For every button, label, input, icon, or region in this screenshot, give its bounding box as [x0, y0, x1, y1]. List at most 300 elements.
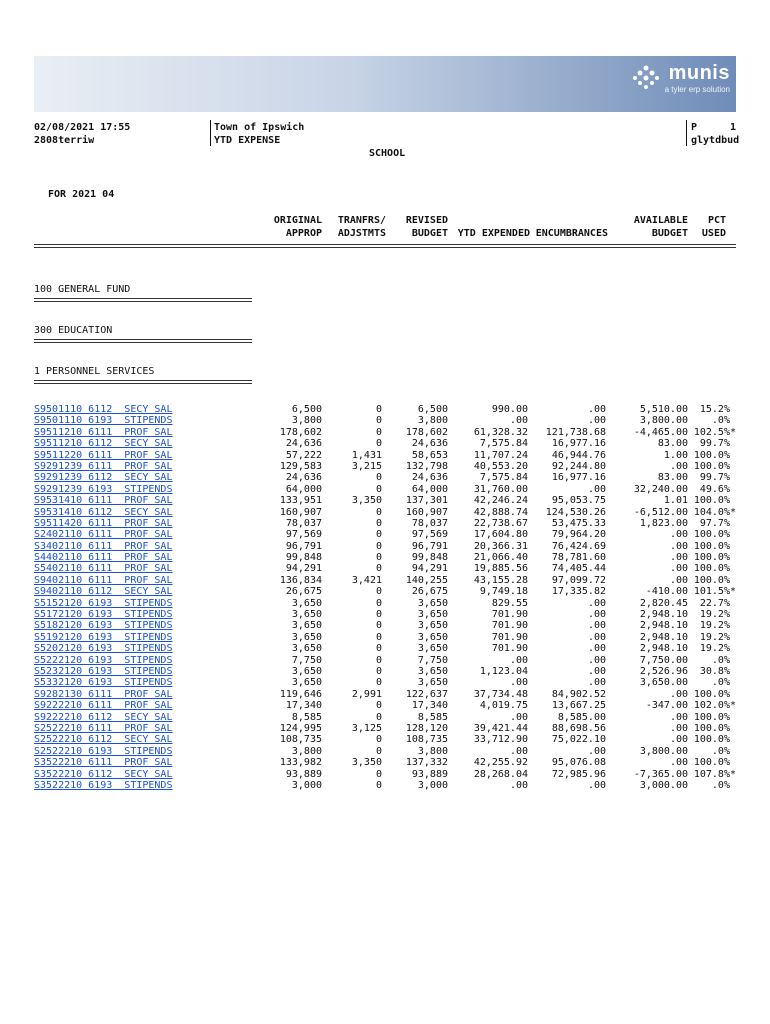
tranfrs-adjstmts: 3,125: [351, 722, 382, 734]
encumbrances: .00: [587, 654, 606, 666]
encumbrances: 78,781.60: [551, 552, 606, 564]
tranfrs-adjstmts: 3,215: [351, 460, 382, 472]
table-row: [34, 746, 736, 757]
original-approp: 3,650: [291, 620, 322, 632]
available-budget: 2,948.10: [639, 631, 688, 643]
table-row: [34, 712, 736, 723]
account-link[interactable]: S5332120 6193 STIPENDS: [34, 677, 173, 689]
pct-used: 100.0%: [693, 449, 736, 461]
pct-used: 102.0%*: [693, 700, 736, 712]
pct-used: .0%: [711, 745, 736, 757]
tranfrs-adjstmts: 0: [375, 745, 382, 757]
available-budget: 1.01: [663, 495, 688, 507]
revised-budget: 140,255: [405, 574, 448, 586]
revised-budget: 3,650: [417, 597, 448, 609]
original-approp: 3,650: [291, 631, 322, 643]
ytd-expended: 21,066.40: [473, 552, 528, 564]
table-row: [34, 484, 736, 495]
ytd-expended: .00: [509, 711, 528, 723]
tranfrs-adjstmts: 0: [375, 711, 382, 723]
encumbrances: .00: [587, 483, 606, 495]
fund-heading: 100 GENERAL FUND: [34, 284, 131, 295]
original-approp: 133,951: [279, 495, 322, 507]
report-datetime: 02/08/2021 17:55: [34, 122, 131, 133]
pct-used: .0%: [711, 415, 736, 427]
original-approp: 119,646: [279, 688, 322, 700]
revised-budget: 178,602: [405, 426, 448, 438]
encumbrances: 13,667.25: [551, 700, 606, 712]
pct-used: 100.0%: [693, 563, 736, 575]
pct-used: 100.0%: [693, 574, 736, 586]
department-name: SCHOOL: [369, 148, 406, 159]
account-link[interactable]: S9291239 6193 STIPENDS: [34, 483, 173, 495]
revised-budget: 99,848: [411, 552, 448, 564]
revised-budget: 64,000: [411, 483, 448, 495]
encumbrances: 92,244.80: [551, 460, 606, 472]
table-row: [34, 632, 736, 643]
table-row: [34, 495, 736, 506]
available-budget: 5,510.00: [639, 404, 688, 415]
encumbrances: 74,405.44: [551, 563, 606, 575]
ytd-expended: 701.90: [491, 631, 528, 643]
ytd-expended: 9,749.18: [479, 586, 528, 598]
account-link[interactable]: S9291239 6112 SECY SAL: [34, 472, 173, 484]
revised-budget: 24,636: [411, 472, 448, 484]
encumbrances: 88,698.56: [551, 722, 606, 734]
revised-budget: 94,291: [411, 563, 448, 575]
encumbrances: .00: [587, 609, 606, 621]
pct-used: 100.0%: [693, 734, 736, 746]
available-budget: 2,526.96: [639, 665, 688, 677]
tranfrs-adjstmts: 0: [375, 552, 382, 564]
revised-budget: 137,301: [405, 495, 448, 507]
ytd-expended: 28,268.04: [473, 768, 528, 780]
ytd-expended: 7,575.84: [479, 438, 528, 450]
original-approp: 6,500: [291, 404, 322, 415]
available-budget: -410.00: [645, 586, 688, 598]
available-budget: 3,650.00: [639, 677, 688, 689]
expense-table: [34, 404, 736, 791]
encumbrances: 76,424.69: [551, 540, 606, 552]
ytd-expended: 4,019.75: [479, 700, 528, 712]
table-row: [34, 757, 736, 768]
available-budget: .00: [669, 540, 688, 552]
ytd-expended: 37,734.48: [473, 688, 528, 700]
account-link[interactable]: S9501110 6193 STIPENDS: [34, 415, 173, 427]
account-link[interactable]: S2522210 6112 SECY SAL: [34, 734, 173, 746]
encumbrances: 75,022.10: [551, 734, 606, 746]
revised-budget: 132,798: [405, 460, 448, 472]
revised-budget: 26,675: [411, 586, 448, 598]
account-link[interactable]: S9511210 6112 SECY SAL: [34, 438, 173, 450]
encumbrances: 8,585.00: [557, 711, 606, 723]
account-link[interactable]: S5402110 6111 PROF SAL: [34, 563, 173, 575]
original-approp: 136,834: [279, 574, 322, 586]
pct-used: 100.0%: [693, 552, 736, 564]
account-link[interactable]: S3522210 6111 PROF SAL: [34, 757, 173, 769]
header-divider-left: [210, 120, 211, 146]
available-budget: .00: [669, 552, 688, 564]
tranfrs-adjstmts: 0: [375, 540, 382, 552]
page-label: P: [691, 122, 698, 133]
pct-used: 107.8%*: [693, 768, 736, 780]
pct-used: 100.0%: [693, 460, 736, 472]
tranfrs-adjstmts: 0: [375, 438, 382, 450]
category-heading: 1 PERSONNEL SERVICES: [34, 366, 155, 377]
tranfrs-adjstmts: 0: [375, 517, 382, 529]
ytd-expended: 829.55: [491, 597, 528, 609]
account-link[interactable]: S9511210 6111 PROF SAL: [34, 426, 173, 438]
ytd-expended: 61,328.32: [473, 426, 528, 438]
original-approp: 3,650: [291, 597, 322, 609]
revised-budget: 137,332: [405, 757, 448, 769]
ytd-expended: 42,888.74: [473, 506, 528, 518]
encumbrances: .00: [587, 404, 606, 415]
original-approp: 129,583: [279, 460, 322, 472]
logo-word: munis: [668, 62, 730, 84]
pct-used: 104.0%*: [693, 506, 736, 518]
tranfrs-adjstmts: 0: [375, 620, 382, 632]
page-number: 1: [729, 122, 736, 133]
encumbrances: .00: [587, 779, 606, 791]
table-row: [34, 598, 736, 609]
original-approp: 124,995: [279, 722, 322, 734]
account-link[interactable]: S3522210 6193 STIPENDS: [34, 779, 173, 791]
account-link[interactable]: S5232120 6193 STIPENDS: [34, 665, 173, 677]
tranfrs-adjstmts: 0: [375, 700, 382, 712]
original-approp: 3,650: [291, 677, 322, 689]
revised-budget: 96,791: [411, 540, 448, 552]
original-approp: 3,650: [291, 665, 322, 677]
table-row: [34, 472, 736, 483]
ytd-expended: 17,604.80: [473, 529, 528, 541]
pct-used: 100.0%: [693, 495, 736, 507]
account-link[interactable]: S9501110 6112 SECY SAL: [34, 404, 173, 415]
tranfrs-adjstmts: 0: [375, 586, 382, 598]
ytd-expended: 20,366.31: [473, 540, 528, 552]
table-row: [34, 404, 736, 415]
report-banner: [34, 56, 736, 112]
original-approp: 24,636: [285, 472, 322, 484]
munis-logo: [665, 62, 730, 94]
available-budget: 1.00: [663, 449, 688, 461]
col-available-budget: AVAILABLE BUDGET: [633, 215, 688, 239]
encumbrances: 16,977.16: [551, 438, 606, 450]
tranfrs-adjstmts: 3,421: [351, 574, 382, 586]
ytd-expended: 39,421.44: [473, 722, 528, 734]
account-link[interactable]: S5182120 6193 STIPENDS: [34, 620, 173, 632]
tranfrs-adjstmts: 0: [375, 734, 382, 746]
tranfrs-adjstmts: 0: [375, 506, 382, 518]
original-approp: 3,000: [291, 779, 322, 791]
encumbrances: .00: [587, 620, 606, 632]
table-row: [34, 450, 736, 461]
original-approp: 160,907: [279, 506, 322, 518]
available-budget: 83.00: [657, 472, 688, 484]
tranfrs-adjstmts: 0: [375, 631, 382, 643]
available-budget: -4,465.00: [633, 426, 688, 438]
table-row: [34, 552, 736, 563]
original-approp: 26,675: [285, 586, 322, 598]
revised-budget: 3,650: [417, 665, 448, 677]
table-row: [34, 529, 736, 540]
pct-used: 19.2%: [699, 609, 736, 621]
function-rule: [34, 339, 252, 343]
available-budget: 3,800.00: [639, 745, 688, 757]
tranfrs-adjstmts: 3,350: [351, 757, 382, 769]
account-link[interactable]: S9511420 6111 PROF SAL: [34, 517, 173, 529]
account-link[interactable]: S9402110 6111 PROF SAL: [34, 574, 173, 586]
pct-used: .0%: [711, 677, 736, 689]
revised-budget: 58,653: [411, 449, 448, 461]
table-row: [34, 427, 736, 438]
revised-budget: 3,650: [417, 643, 448, 655]
report-user: 2808terriw: [34, 135, 95, 146]
ytd-expended: 31,760.00: [473, 483, 528, 495]
table-row: [34, 518, 736, 529]
encumbrances: 79,964.20: [551, 529, 606, 541]
revised-budget: 122,637: [405, 688, 448, 700]
original-approp: 93,889: [285, 768, 322, 780]
pct-used: 99.7%: [699, 438, 736, 450]
tranfrs-adjstmts: 0: [375, 654, 382, 666]
col-tranfrs-adjstmts: TRANFRS/ ADJSTMTS: [337, 215, 386, 239]
tranfrs-adjstmts: 0: [375, 426, 382, 438]
account-link[interactable]: S5172120 6193 STIPENDS: [34, 609, 173, 621]
available-budget: .00: [669, 757, 688, 769]
account-link[interactable]: S2522210 6111 PROF SAL: [34, 722, 173, 734]
original-approp: 17,340: [285, 700, 322, 712]
table-row: [34, 734, 736, 745]
original-approp: 108,735: [279, 734, 322, 746]
available-budget: .00: [669, 711, 688, 723]
original-approp: 94,291: [285, 563, 322, 575]
ytd-expended: 42,246.24: [473, 495, 528, 507]
available-budget: -347.00: [645, 700, 688, 712]
pct-used: .0%: [711, 654, 736, 666]
account-link[interactable]: S9531410 6111 PROF SAL: [34, 495, 173, 507]
account-link[interactable]: S2522210 6193 STIPENDS: [34, 745, 173, 757]
available-budget: 2,820.45: [639, 597, 688, 609]
pct-used: 97.7%: [699, 517, 736, 529]
tranfrs-adjstmts: 0: [375, 472, 382, 484]
ytd-expended: 990.00: [491, 404, 528, 415]
original-approp: 78,037: [285, 517, 322, 529]
encumbrances: .00: [587, 665, 606, 677]
table-row: [34, 438, 736, 449]
tranfrs-adjstmts: 0: [375, 563, 382, 575]
tranfrs-adjstmts: 0: [375, 768, 382, 780]
revised-budget: 8,585: [417, 711, 448, 723]
pct-used: 19.2%: [699, 620, 736, 632]
original-approp: 133,982: [279, 757, 322, 769]
table-row: [34, 609, 736, 620]
tranfrs-adjstmts: 0: [375, 529, 382, 541]
table-row: [34, 586, 736, 597]
pct-used: 100.0%: [693, 722, 736, 734]
available-budget: .00: [669, 460, 688, 472]
revised-budget: 3,650: [417, 631, 448, 643]
revised-budget: 3,650: [417, 677, 448, 689]
available-budget: 32,240.00: [633, 483, 688, 495]
pct-used: 19.2%: [699, 643, 736, 655]
original-approp: 64,000: [285, 483, 322, 495]
ytd-expended: 42,255.92: [473, 757, 528, 769]
encumbrances: 46,944.76: [551, 449, 606, 461]
original-approp: 178,602: [279, 426, 322, 438]
encumbrances: 97,099.72: [551, 574, 606, 586]
pct-used: 100.0%: [693, 711, 736, 723]
ytd-expended: 701.90: [491, 620, 528, 632]
available-budget: 2,948.10: [639, 643, 688, 655]
encumbrances: 84,902.52: [551, 688, 606, 700]
ytd-expended: 1,123.04: [479, 665, 528, 677]
table-row: [34, 575, 736, 586]
ytd-expended: 40,553.20: [473, 460, 528, 472]
table-row: [34, 723, 736, 734]
encumbrances: .00: [587, 643, 606, 655]
logo-tagline: a tyler erp solution: [664, 85, 730, 94]
ytd-expended: .00: [509, 677, 528, 689]
available-budget: 2,948.10: [639, 609, 688, 621]
revised-budget: 108,735: [405, 734, 448, 746]
account-link[interactable]: S9402110 6112 SECY SAL: [34, 586, 173, 598]
tranfrs-adjstmts: 3,350: [351, 495, 382, 507]
account-link[interactable]: S5152120 6193 STIPENDS: [34, 597, 173, 609]
ytd-expended: 11,707.24: [473, 449, 528, 461]
ytd-expended: .00: [509, 745, 528, 757]
revised-budget: 128,120: [405, 722, 448, 734]
period-label: FOR 2021 04: [48, 189, 115, 200]
encumbrances: .00: [587, 415, 606, 427]
available-budget: .00: [669, 563, 688, 575]
table-row: [34, 643, 736, 654]
ytd-expended: 19,885.56: [473, 563, 528, 575]
tranfrs-adjstmts: 0: [375, 483, 382, 495]
col-revised-budget: REVISED BUDGET: [405, 215, 448, 239]
original-approp: 99,848: [285, 552, 322, 564]
encumbrances: .00: [587, 631, 606, 643]
pct-used: 100.0%: [693, 540, 736, 552]
table-row: [34, 780, 736, 791]
encumbrances: .00: [587, 677, 606, 689]
table-row: [34, 655, 736, 666]
function-heading: 300 EDUCATION: [34, 325, 113, 336]
encumbrances: 124,530.26: [545, 506, 606, 518]
col-ytd-expended: YTD EXPENDED: [457, 228, 530, 239]
revised-budget: 17,340: [411, 700, 448, 712]
original-approp: 97,569: [285, 529, 322, 541]
available-budget: 7,750.00: [639, 654, 688, 666]
fund-rule: [34, 298, 252, 302]
available-budget: 3,000.00: [639, 779, 688, 791]
available-budget: -7,365.00: [633, 768, 688, 780]
pct-used: 101.5%*: [693, 586, 736, 598]
ytd-expended: .00: [509, 415, 528, 427]
account-link[interactable]: S2402110 6111 PROF SAL: [34, 529, 173, 541]
ytd-expended: 43,155.28: [473, 574, 528, 586]
category-rule: [34, 380, 252, 384]
available-budget: .00: [669, 722, 688, 734]
original-approp: 3,650: [291, 643, 322, 655]
table-row: [34, 700, 736, 711]
table-row: [34, 541, 736, 552]
tranfrs-adjstmts: 0: [375, 415, 382, 427]
tranfrs-adjstmts: 0: [375, 665, 382, 677]
original-approp: 96,791: [285, 540, 322, 552]
col-original-approp: ORIGINAL APPROP: [273, 215, 322, 239]
ytd-expended: 22,738.67: [473, 517, 528, 529]
account-link[interactable]: S9291239 6111 PROF SAL: [34, 460, 173, 472]
pct-used: 102.5%*: [693, 426, 736, 438]
tranfrs-adjstmts: 0: [375, 597, 382, 609]
revised-budget: 97,569: [411, 529, 448, 541]
revised-budget: 3,800: [417, 415, 448, 427]
ytd-expended: 7,575.84: [479, 472, 528, 484]
available-budget: 1,823.00: [639, 517, 688, 529]
account-link[interactable]: S9222210 6111 PROF SAL: [34, 700, 173, 712]
account-link[interactable]: S3522210 6112 SECY SAL: [34, 768, 173, 780]
available-budget: 2,948.10: [639, 620, 688, 632]
encumbrances: .00: [587, 745, 606, 757]
revised-budget: 3,800: [417, 745, 448, 757]
pct-used: 15.2%: [699, 404, 736, 415]
table-row: [34, 415, 736, 426]
original-approp: 3,800: [291, 415, 322, 427]
ytd-expended: 701.90: [491, 643, 528, 655]
account-link[interactable]: S9511220 6111 PROF SAL: [34, 449, 173, 461]
account-link[interactable]: S9531410 6112 SECY SAL: [34, 506, 173, 518]
account-link[interactable]: S9222210 6112 SECY SAL: [34, 711, 173, 723]
original-approp: 24,636: [285, 438, 322, 450]
encumbrances: 121,738.68: [545, 426, 606, 438]
encumbrances: 17,335.82: [551, 586, 606, 598]
revised-budget: 3,650: [417, 620, 448, 632]
table-row: [34, 620, 736, 631]
pct-used: 99.7%: [699, 472, 736, 484]
account-link[interactable]: S3402110 6111 PROF SAL: [34, 540, 173, 552]
revised-budget: 24,636: [411, 438, 448, 450]
table-row: [34, 689, 736, 700]
header-divider-right: [686, 120, 687, 146]
account-link[interactable]: S9282130 6111 PROF SAL: [34, 688, 173, 700]
header-double-rule: [34, 244, 736, 248]
account-link[interactable]: S5222120 6193 STIPENDS: [34, 654, 173, 666]
ytd-expended: 701.90: [491, 609, 528, 621]
pct-used: .0%: [711, 779, 736, 791]
account-link[interactable]: S5192120 6193 STIPENDS: [34, 631, 173, 643]
encumbrances: 95,053.75: [551, 495, 606, 507]
tranfrs-adjstmts: 1,431: [351, 449, 382, 461]
revised-budget: 93,889: [411, 768, 448, 780]
original-approp: 3,650: [291, 609, 322, 621]
ytd-expended: .00: [509, 654, 528, 666]
account-link[interactable]: S5202120 6193 STIPENDS: [34, 643, 173, 655]
revised-budget: 78,037: [411, 517, 448, 529]
account-link[interactable]: S4402110 6111 PROF SAL: [34, 552, 173, 564]
original-approp: 7,750: [291, 654, 322, 666]
tranfrs-adjstmts: 0: [375, 677, 382, 689]
table-row: [34, 769, 736, 780]
revised-budget: 160,907: [405, 506, 448, 518]
logo-dots-icon: [631, 64, 661, 90]
report-code: glytdbud: [691, 135, 740, 146]
tranfrs-adjstmts: 0: [375, 779, 382, 791]
pct-used: 49.6%: [699, 483, 736, 495]
tranfrs-adjstmts: 2,991: [351, 688, 382, 700]
revised-budget: 3,000: [417, 779, 448, 791]
encumbrances: .00: [587, 597, 606, 609]
